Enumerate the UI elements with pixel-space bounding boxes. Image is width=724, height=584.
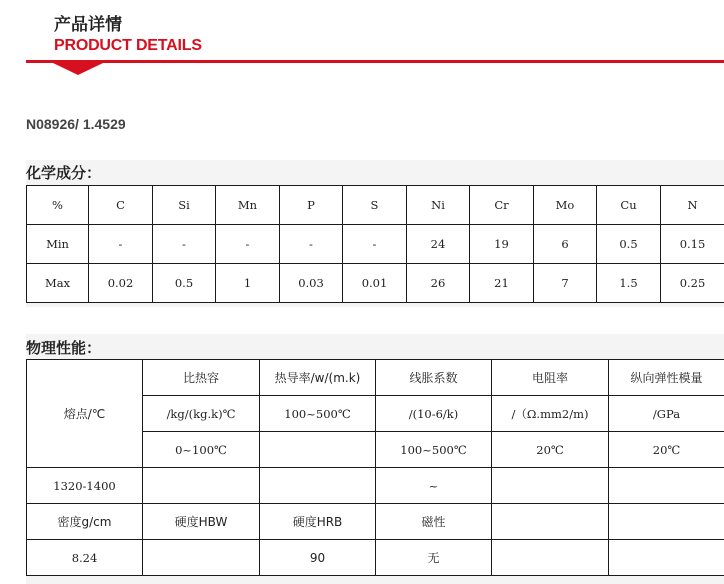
table-cell	[260, 432, 376, 468]
table-cell	[609, 504, 724, 540]
table-cell: /(10-6/k)	[376, 396, 492, 432]
table-cell: 1.5	[597, 264, 661, 303]
table-header-row	[27, 186, 724, 225]
table-cell: 6	[534, 225, 597, 264]
table-row	[27, 540, 724, 576]
table-cell: 磁性	[376, 504, 492, 540]
physical-section-title: 物理性能：	[26, 339, 102, 357]
table-cell: 1	[216, 264, 280, 303]
table-cell	[492, 504, 609, 540]
chemical-composition-table	[26, 185, 724, 303]
table-cell	[143, 468, 260, 504]
chemical-section-title: 化学成分：	[26, 164, 102, 182]
header-title-cn: 产品详情	[54, 15, 122, 35]
table-cell: 19	[470, 225, 534, 264]
melting-point-label: 熔点/℃	[27, 360, 143, 468]
table-cell	[143, 540, 260, 576]
header-cell: Mn	[216, 186, 280, 225]
header-pointer	[53, 63, 103, 75]
table-cell: -	[153, 225, 216, 264]
header-cell: Si	[153, 186, 216, 225]
header-cell: 比热容	[143, 360, 260, 396]
table-cell: 90	[260, 540, 376, 576]
table-cell: -	[89, 225, 153, 264]
table-cell	[609, 540, 724, 576]
table-cell: ~	[376, 468, 492, 504]
density-value: 8.24	[27, 540, 143, 576]
header-cell: S	[343, 186, 407, 225]
header-cell: %	[27, 186, 89, 225]
table-cell: 0.25	[661, 264, 724, 303]
header-cell: Cu	[597, 186, 661, 225]
density-label: 密度g/cm	[27, 504, 143, 540]
table-cell: 硬度HBW	[143, 504, 260, 540]
table-cell: 7	[534, 264, 597, 303]
header-cell: 线胀系数	[376, 360, 492, 396]
header-cell: 纵向弹性模量	[609, 360, 724, 396]
table-cell: 硬度HRB	[260, 504, 376, 540]
header-cell: 电阻率	[492, 360, 609, 396]
table-cell: Max	[27, 264, 89, 303]
table-cell: 21	[470, 264, 534, 303]
table-cell: 0.03	[280, 264, 343, 303]
header-cell: C	[89, 186, 153, 225]
table-cell: 0.5	[153, 264, 216, 303]
physical-properties-table	[26, 359, 724, 576]
table-row	[27, 504, 724, 540]
table-cell: 20℃	[609, 432, 724, 468]
table-cell	[260, 468, 376, 504]
table-cell: 20℃	[492, 432, 609, 468]
table-cell: 100~500℃	[260, 396, 376, 432]
grade-label: N08926/ 1.4529	[26, 116, 126, 132]
table-cell: 0.01	[343, 264, 407, 303]
table-cell	[492, 468, 609, 504]
table-cell: 0.02	[89, 264, 153, 303]
header-cell: Ni	[407, 186, 470, 225]
table-cell: Min	[27, 225, 89, 264]
table-cell: -	[280, 225, 343, 264]
table-cell: /（Ω.mm2/m)	[492, 396, 609, 432]
table-row	[27, 360, 724, 396]
table-cell	[609, 468, 724, 504]
melting-point-value: 1320-1400	[27, 468, 143, 504]
table-cell: /GPa	[609, 396, 724, 432]
table-cell: 24	[407, 225, 470, 264]
table-cell: /kg/(kg.k)℃	[143, 396, 260, 432]
table-cell: 0.5	[597, 225, 661, 264]
table-cell: 0~100℃	[143, 432, 260, 468]
table-cell: 26	[407, 264, 470, 303]
table-cell: 0.15	[661, 225, 724, 264]
header-cell: Mo	[534, 186, 597, 225]
header-divider	[26, 60, 724, 63]
table-row-min	[27, 225, 724, 264]
table-row	[27, 468, 724, 504]
table-cell: 100~500℃	[376, 432, 492, 468]
header-cell: 热导率/w/(m.k)	[260, 360, 376, 396]
header-title-en: PRODUCT DETAILS	[54, 37, 202, 54]
table-row-max	[27, 264, 724, 303]
table-cell	[492, 540, 609, 576]
header-cell: Cr	[470, 186, 534, 225]
header-cell: P	[280, 186, 343, 225]
table-cell: 无	[376, 540, 492, 576]
header-cell: N	[661, 186, 724, 225]
table-cell: -	[343, 225, 407, 264]
table-cell: -	[216, 225, 280, 264]
